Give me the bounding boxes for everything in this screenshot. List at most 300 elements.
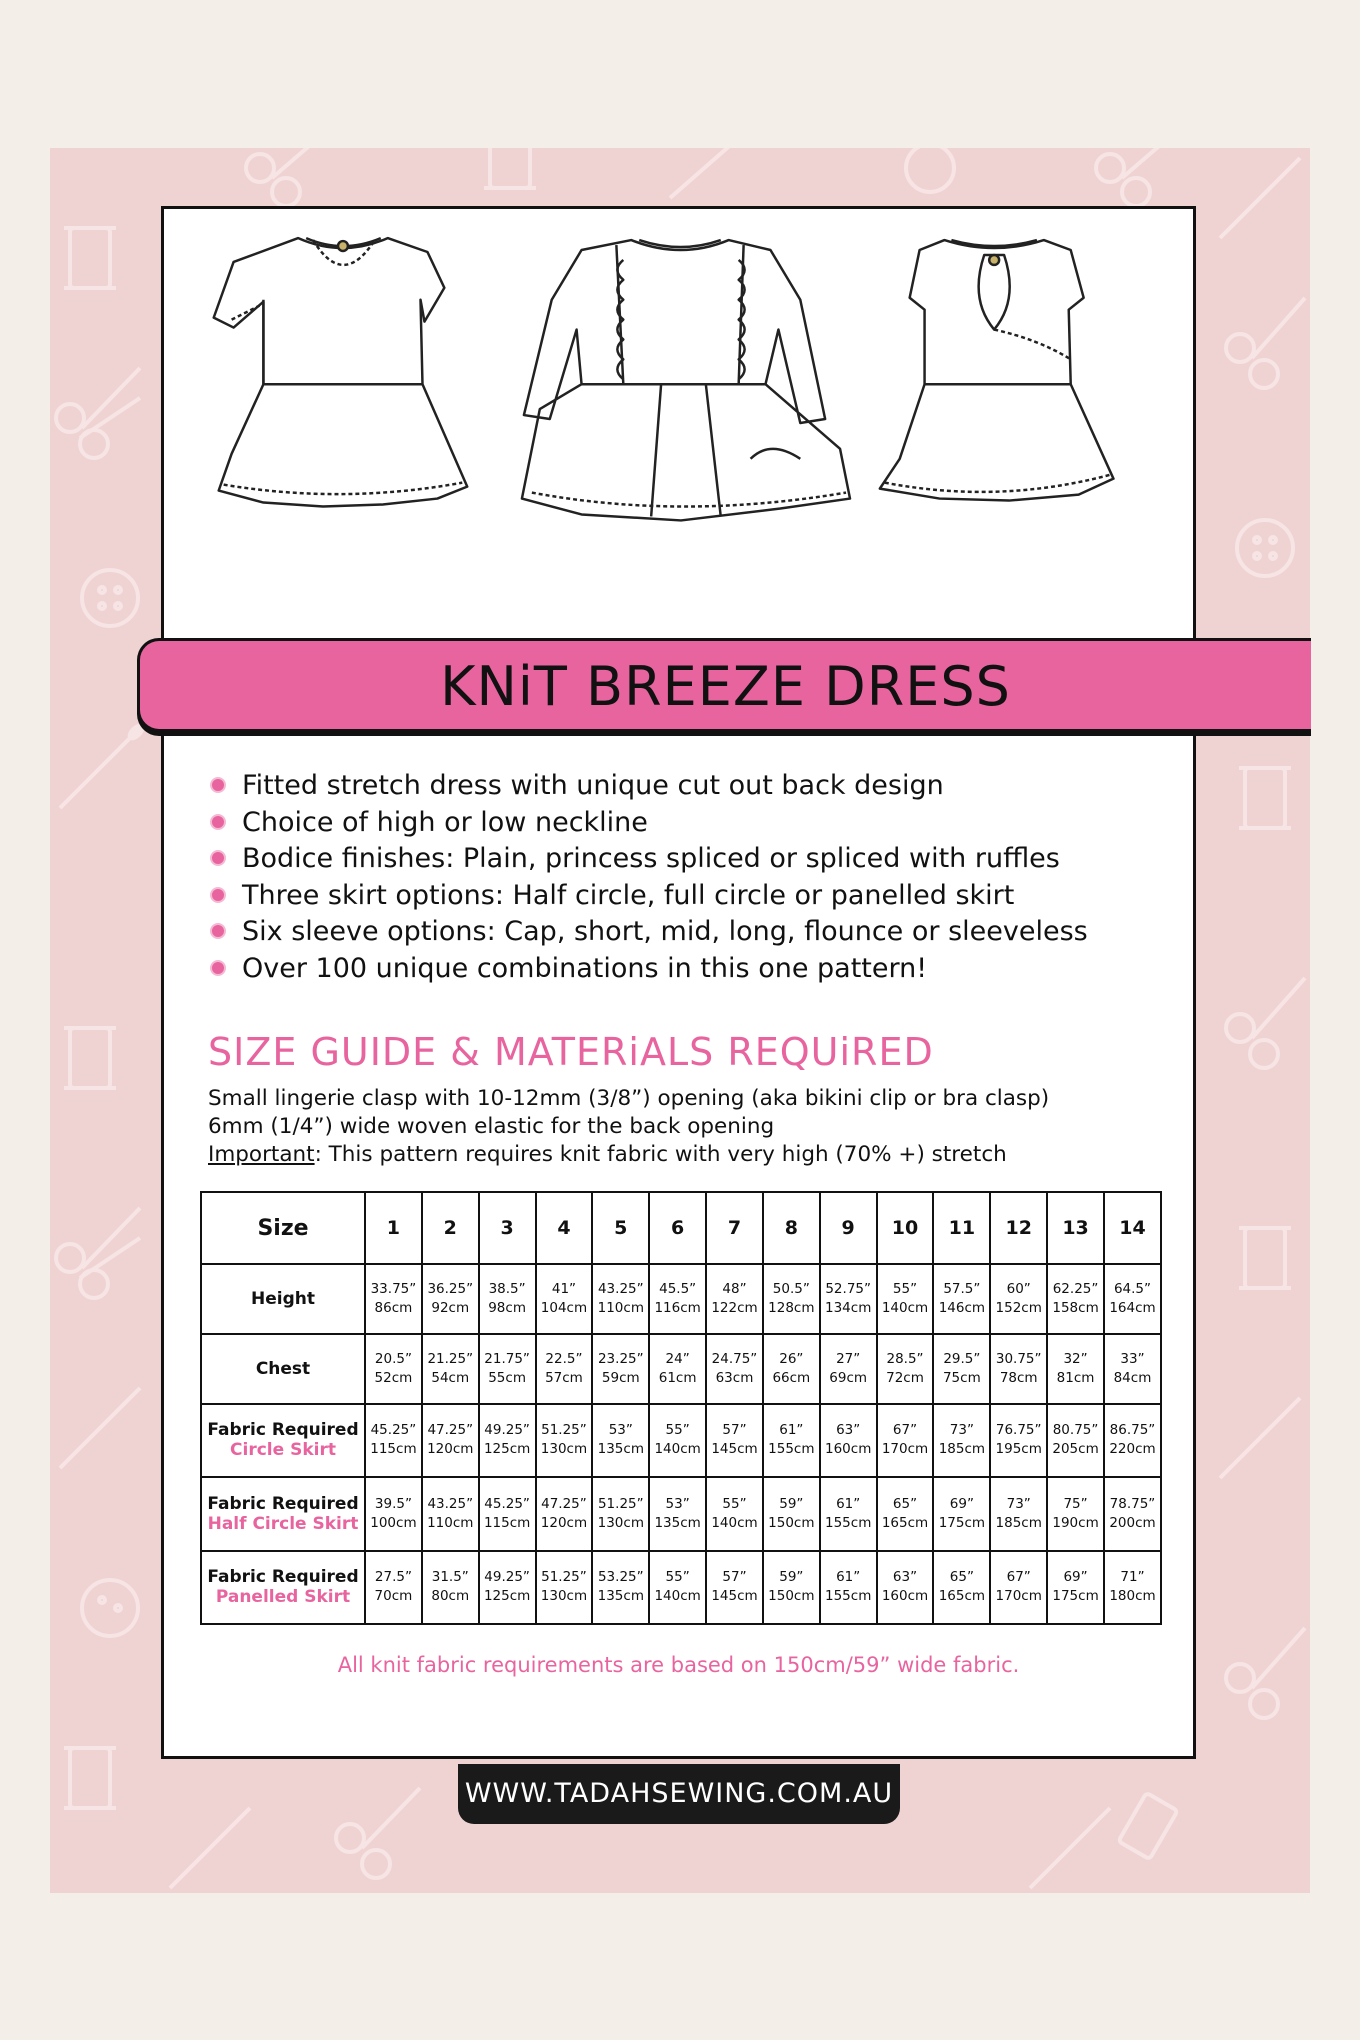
table-cell: [479, 1334, 536, 1404]
list-item: Fitted stretch dress with unique cut out back design: [208, 768, 1088, 805]
table-cell: [649, 1551, 706, 1624]
cell-inches: 28.5”: [886, 1350, 924, 1367]
cell-cm: 130cm: [540, 1441, 588, 1458]
cell-cm: 145cm: [711, 1441, 758, 1458]
cell-cm: 55cm: [488, 1369, 526, 1386]
table-cell: [1104, 1404, 1161, 1477]
cell-inches: 49.25”: [484, 1422, 530, 1439]
cell-cm: 160cm: [825, 1441, 872, 1458]
cell-inches: 38.5”: [488, 1280, 526, 1297]
table-row: [201, 1264, 1161, 1334]
cell-inches: 50.5”: [772, 1280, 810, 1297]
table-cell: [990, 1551, 1047, 1624]
table-cell: [706, 1477, 763, 1550]
cell-cm: 175cm: [1052, 1588, 1099, 1605]
row-label-text: Fabric Required: [207, 1420, 359, 1441]
cell-inches: 60”: [1006, 1280, 1031, 1297]
row-label: [201, 1334, 365, 1404]
cell-cm: 115cm: [370, 1441, 417, 1458]
table-cell: [365, 1334, 422, 1404]
cell-cm: 100cm: [370, 1514, 417, 1531]
cell-cm: 52cm: [374, 1369, 413, 1386]
cell-cm: 128cm: [768, 1299, 815, 1316]
table-cell: [1104, 1551, 1161, 1624]
table-cell: [422, 1477, 479, 1550]
table-cell: [820, 1404, 877, 1477]
cell-cm: 175cm: [938, 1514, 986, 1531]
size-column-header: 3: [479, 1192, 536, 1264]
needle-icon: [60, 724, 144, 808]
table-cell: [933, 1404, 990, 1477]
cell-cm: 220cm: [1109, 1441, 1156, 1458]
cell-inches: 43.25”: [427, 1495, 474, 1512]
button-icon: [82, 1580, 138, 1636]
table-cell: [649, 1404, 706, 1477]
button-bullet-icon: [210, 777, 226, 793]
cell-inches: 61”: [836, 1495, 861, 1512]
cell-cm: 80cm: [431, 1588, 470, 1605]
needle-icon: [60, 1388, 140, 1468]
cell-inches: 55”: [892, 1280, 918, 1297]
table-cell: [649, 1264, 706, 1334]
cell-cm: 54cm: [431, 1369, 470, 1386]
fabric-note: All knit fabric requirements are based on 150cm/59” wide fabric.: [337, 1653, 1020, 1677]
table-cell: [990, 1264, 1047, 1334]
cell-cm: 81cm: [1056, 1369, 1095, 1386]
cell-cm: 158cm: [1052, 1299, 1099, 1316]
cell-cm: 72cm: [886, 1369, 924, 1386]
table-cell: [706, 1264, 763, 1334]
cell-cm: 140cm: [881, 1299, 929, 1316]
table-cell: [592, 1551, 649, 1624]
table-cell: [1104, 1264, 1161, 1334]
size-header: Size: [201, 1192, 365, 1264]
table-cell: [877, 1334, 934, 1404]
needle-icon: [1220, 158, 1300, 238]
cell-cm: 164cm: [1109, 1299, 1156, 1316]
cell-inches: 53”: [665, 1495, 690, 1512]
cell-inches: 27.5”: [374, 1569, 412, 1586]
cell-inches: 55”: [665, 1422, 690, 1439]
table-cell: [479, 1477, 536, 1550]
website-banner: [458, 1764, 900, 1824]
needle-icon: [1030, 1808, 1110, 1888]
table-cell: [536, 1551, 593, 1624]
size-column-header: 14: [1104, 1192, 1161, 1264]
table-cell: [365, 1477, 422, 1550]
cell-cm: 152cm: [995, 1299, 1042, 1316]
table-cell: [933, 1551, 990, 1624]
row-label: [201, 1477, 365, 1550]
cell-cm: 120cm: [427, 1441, 474, 1458]
cell-inches: 48”: [722, 1280, 747, 1297]
cell-cm: 78cm: [999, 1369, 1038, 1386]
important-label: Important: [208, 1142, 315, 1167]
page-title: KNiT BREEZE DRESS: [440, 655, 1011, 718]
cell-inches: 76.75”: [995, 1422, 1042, 1439]
important-text: : This pattern requires knit fabric with very high (70% +) stretch: [314, 1142, 1007, 1167]
cell-inches: 69”: [1063, 1569, 1088, 1586]
table-row: [201, 1404, 1161, 1477]
cell-inches: 55”: [665, 1569, 690, 1586]
materials-line: 6mm (1/4”) wide woven elastic for the back opening: [208, 1114, 775, 1139]
table-header-row: [201, 1192, 1161, 1264]
cell-inches: 45.25”: [484, 1495, 530, 1512]
cell-inches: 51.25”: [541, 1569, 587, 1586]
list-item: Three skirt options: Half circle, full circle or panelled skirt: [208, 878, 1088, 915]
cell-inches: 55”: [722, 1495, 747, 1512]
needle-icon: [170, 1808, 250, 1888]
spool-icon: [64, 1748, 116, 1808]
table-cell: [1047, 1477, 1104, 1550]
cell-cm: 92cm: [431, 1299, 470, 1316]
table-cell: [592, 1477, 649, 1550]
size-column-header: 10: [877, 1192, 934, 1264]
table-cell: [706, 1334, 763, 1404]
table-cell: [706, 1404, 763, 1477]
table-cell: [422, 1551, 479, 1624]
table-cell: [877, 1551, 934, 1624]
cell-inches: 33.75”: [370, 1280, 417, 1297]
table-cell: [536, 1477, 593, 1550]
cell-inches: 24”: [665, 1350, 690, 1367]
cell-inches: 26”: [779, 1350, 804, 1367]
dress-front-illustration: [214, 238, 468, 506]
cell-cm: 122cm: [711, 1299, 758, 1316]
cell-cm: 145cm: [711, 1588, 758, 1605]
cell-inches: 61”: [779, 1422, 804, 1439]
scissors-icon: [1096, 148, 1180, 206]
cell-inches: 65”: [949, 1569, 974, 1586]
cell-inches: 47.25”: [427, 1422, 474, 1439]
website-url[interactable]: WWW.TADAHSEWING.COM.AU: [464, 1778, 894, 1809]
scissors-icon: [336, 1788, 420, 1878]
cell-inches: 47.25”: [541, 1495, 587, 1512]
cell-inches: 31.5”: [431, 1569, 469, 1586]
table-cell: [706, 1551, 763, 1624]
cell-cm: 86cm: [374, 1299, 413, 1316]
scissors-icon: [1226, 978, 1305, 1068]
cell-cm: 130cm: [597, 1514, 644, 1531]
cell-cm: 195cm: [995, 1441, 1042, 1458]
cell-inches: 69”: [949, 1495, 974, 1512]
cell-inches: 20.5”: [374, 1350, 412, 1367]
cell-inches: 21.75”: [484, 1350, 530, 1367]
cell-inches: 61”: [836, 1569, 861, 1586]
size-column-header: 11: [933, 1192, 990, 1264]
cell-cm: 135cm: [597, 1441, 644, 1458]
table-cell: [933, 1477, 990, 1550]
cell-cm: 155cm: [825, 1514, 872, 1531]
dress-illustrations: [164, 209, 1193, 639]
table-row: [201, 1477, 1161, 1550]
cell-inches: 75”: [1063, 1495, 1088, 1512]
cell-cm: 59cm: [601, 1369, 640, 1386]
cell-cm: 66cm: [772, 1369, 811, 1386]
cell-inches: 63”: [836, 1422, 861, 1439]
cell-inches: 59”: [779, 1569, 804, 1586]
needle-icon: [1220, 1398, 1300, 1478]
table-cell: [933, 1264, 990, 1334]
table-cell: [820, 1334, 877, 1404]
title-banner: [137, 638, 1311, 732]
cell-cm: 150cm: [768, 1514, 815, 1531]
row-sublabel: Half Circle Skirt: [207, 1513, 359, 1534]
cell-inches: 24.75”: [711, 1350, 758, 1367]
cell-cm: 155cm: [825, 1588, 872, 1605]
table-row: [201, 1551, 1161, 1624]
cell-cm: 170cm: [881, 1441, 929, 1458]
button-bullet-icon: [210, 850, 226, 866]
table-cell: [820, 1477, 877, 1550]
cell-cm: 190cm: [1052, 1514, 1099, 1531]
size-table: [200, 1191, 1162, 1625]
materials-text: [208, 1085, 1049, 1169]
cell-cm: 120cm: [540, 1514, 588, 1531]
cell-cm: 140cm: [711, 1514, 758, 1531]
scissors-icon: [56, 368, 140, 458]
size-column-header: 2: [422, 1192, 479, 1264]
button-bullet-icon: [210, 814, 226, 830]
table-cell: [479, 1264, 536, 1334]
cell-inches: 49.25”: [484, 1569, 530, 1586]
spool-icon: [484, 148, 536, 188]
table-cell: [990, 1477, 1047, 1550]
spool-icon: [64, 1028, 116, 1088]
cell-inches: 32”: [1063, 1350, 1088, 1367]
size-column-header: 12: [990, 1192, 1047, 1264]
cell-cm: 165cm: [938, 1588, 986, 1605]
cell-inches: 78.75”: [1109, 1495, 1156, 1512]
cell-inches: 65”: [892, 1495, 918, 1512]
table-cell: [877, 1477, 934, 1550]
size-column-header: 7: [706, 1192, 763, 1264]
cell-inches: 45.25”: [370, 1422, 417, 1439]
cell-inches: 30.75”: [995, 1350, 1042, 1367]
table-cell: [763, 1551, 820, 1624]
row-label-text: Fabric Required: [207, 1493, 359, 1514]
table-cell: [1047, 1334, 1104, 1404]
cell-cm: 116cm: [654, 1299, 701, 1316]
table-cell: [1047, 1551, 1104, 1624]
button-icon: [82, 570, 138, 626]
table-cell: [763, 1404, 820, 1477]
cell-inches: 33”: [1120, 1350, 1145, 1367]
cell-inches: 86.75”: [1109, 1422, 1156, 1439]
materials-line: [208, 1141, 1049, 1169]
table-cell: [365, 1404, 422, 1477]
cell-inches: 51.25”: [541, 1422, 587, 1439]
scissors-icon: [1226, 298, 1305, 388]
table-cell: [536, 1334, 593, 1404]
table-cell: [763, 1334, 820, 1404]
cell-inches: 52.75”: [825, 1280, 871, 1297]
button-icon: [906, 148, 954, 192]
cell-cm: 61cm: [658, 1369, 697, 1386]
cell-inches: 67”: [892, 1422, 918, 1439]
size-column-header: 5: [592, 1192, 649, 1264]
table-cell: [422, 1404, 479, 1477]
cell-cm: 70cm: [374, 1588, 413, 1605]
table-cell: [649, 1477, 706, 1550]
table-cell: [1047, 1404, 1104, 1477]
cell-cm: 84cm: [1113, 1369, 1152, 1386]
cell-cm: 140cm: [654, 1441, 701, 1458]
table-cell: [877, 1264, 934, 1334]
cell-cm: 69cm: [829, 1369, 868, 1386]
cell-cm: 146cm: [938, 1299, 986, 1316]
cell-cm: 104cm: [540, 1299, 588, 1316]
cell-cm: 185cm: [938, 1441, 986, 1458]
materials-line: Small lingerie clasp with 10-12mm (3/8”) opening (aka bikini clip or bra clasp): [208, 1086, 1050, 1111]
cell-cm: 134cm: [825, 1299, 872, 1316]
table-cell: [479, 1551, 536, 1624]
row-label: [201, 1264, 365, 1334]
button-bullet-icon: [210, 960, 226, 976]
cell-inches: 51.25”: [597, 1495, 644, 1512]
cell-inches: 64.5”: [1113, 1280, 1152, 1297]
cell-inches: 71”: [1120, 1569, 1145, 1586]
table-cell: [592, 1404, 649, 1477]
cell-cm: 165cm: [881, 1514, 929, 1531]
size-column-header: 1: [365, 1192, 422, 1264]
scissors-icon: [56, 1208, 140, 1298]
cell-cm: 125cm: [483, 1441, 531, 1458]
list-item: Over 100 unique combinations in this one pattern!: [208, 951, 1088, 988]
table-cell: [933, 1334, 990, 1404]
cell-inches: 57”: [722, 1422, 747, 1439]
table-cell: [649, 1334, 706, 1404]
button-icon: [1237, 520, 1293, 576]
size-column-header: 13: [1047, 1192, 1104, 1264]
table-cell: [365, 1551, 422, 1624]
button-bullet-icon: [210, 923, 226, 939]
cell-inches: 41”: [551, 1280, 577, 1297]
cell-inches: 53”: [608, 1422, 633, 1439]
scissors-icon: [246, 148, 330, 206]
table-cell: [990, 1334, 1047, 1404]
cell-inches: 73”: [949, 1422, 974, 1439]
cell-cm: 115cm: [483, 1514, 531, 1531]
table-row: [201, 1334, 1161, 1404]
cell-cm: 180cm: [1109, 1588, 1156, 1605]
table-cell: [536, 1264, 593, 1334]
cell-inches: 80.75”: [1052, 1422, 1099, 1439]
size-column-header: 8: [763, 1192, 820, 1264]
row-sublabel: Panelled Skirt: [215, 1587, 351, 1608]
table-cell: [365, 1264, 422, 1334]
dress-ruffle-illustration: [522, 240, 850, 520]
cell-cm: 135cm: [654, 1514, 701, 1531]
cell-cm: 200cm: [1109, 1514, 1156, 1531]
spool-icon: [64, 228, 116, 288]
cell-inches: 21.25”: [427, 1350, 474, 1367]
cell-cm: 160cm: [881, 1588, 929, 1605]
table-cell: [820, 1264, 877, 1334]
cell-inches: 29.5”: [943, 1350, 981, 1367]
cell-inches: 62.25”: [1052, 1280, 1099, 1297]
cell-cm: 75cm: [942, 1369, 981, 1386]
cell-cm: 98cm: [488, 1299, 526, 1316]
cell-inches: 59”: [779, 1495, 804, 1512]
spool-icon: [1118, 1793, 1177, 1859]
table-cell: [877, 1404, 934, 1477]
cell-inches: 45.5”: [659, 1280, 697, 1297]
size-column-header: 6: [649, 1192, 706, 1264]
cell-cm: 205cm: [1052, 1441, 1099, 1458]
row-label-text: Height: [251, 1288, 315, 1309]
cell-inches: 36.25”: [427, 1280, 474, 1297]
cell-inches: 73”: [1006, 1495, 1031, 1512]
table-cell: [422, 1334, 479, 1404]
cell-cm: 170cm: [995, 1588, 1042, 1605]
cell-inches: 39.5”: [374, 1495, 412, 1512]
size-column-header: 9: [820, 1192, 877, 1264]
list-item: Choice of high or low neckline: [208, 805, 1088, 842]
cell-cm: 155cm: [768, 1441, 815, 1458]
cell-cm: 185cm: [995, 1514, 1042, 1531]
row-label-text: Chest: [255, 1358, 311, 1379]
row-label: [201, 1551, 365, 1624]
row-sublabel: Circle Skirt: [230, 1440, 336, 1461]
list-item: Six sleeve options: Cap, short, mid, long, flounce or sleeveless: [208, 914, 1088, 951]
cell-cm: 125cm: [483, 1588, 531, 1605]
cell-inches: 43.25”: [597, 1280, 644, 1297]
cell-inches: 27”: [836, 1350, 861, 1367]
pattern-card: [161, 206, 1196, 1759]
table-cell: [422, 1264, 479, 1334]
spool-icon: [1239, 1228, 1291, 1288]
cell-inches: 57”: [722, 1569, 747, 1586]
cell-inches: 22.5”: [545, 1350, 583, 1367]
feature-list: [208, 768, 1088, 987]
row-label: [201, 1404, 365, 1477]
list-item: Bodice finishes: Plain, princess spliced or spliced with ruffles: [208, 841, 1088, 878]
dress-back-illustration: [880, 240, 1114, 500]
size-column-header: 4: [536, 1192, 593, 1264]
cell-cm: 150cm: [768, 1588, 815, 1605]
table-cell: [763, 1477, 820, 1550]
table-cell: [592, 1334, 649, 1404]
size-table-body: [201, 1264, 1161, 1624]
table-cell: [763, 1264, 820, 1334]
cell-cm: 130cm: [540, 1588, 588, 1605]
cell-inches: 63”: [892, 1569, 918, 1586]
spool-icon: [1239, 768, 1291, 828]
section-title: SIZE GUIDE & MATERiALS REQUiRED: [208, 1030, 934, 1074]
cell-inches: 23.25”: [597, 1350, 644, 1367]
table-cell: [1104, 1334, 1161, 1404]
table-cell: [1104, 1477, 1161, 1550]
cell-cm: 110cm: [597, 1299, 644, 1316]
cell-cm: 110cm: [427, 1514, 474, 1531]
cell-inches: 67”: [1006, 1569, 1031, 1586]
table-cell: [536, 1404, 593, 1477]
cell-cm: 140cm: [654, 1588, 701, 1605]
table-cell: [1047, 1264, 1104, 1334]
cell-cm: 135cm: [597, 1588, 644, 1605]
scissors-icon: [1226, 1628, 1305, 1718]
button-bullet-icon: [210, 887, 226, 903]
table-cell: [990, 1404, 1047, 1477]
cell-cm: 63cm: [715, 1369, 754, 1386]
table-cell: [592, 1264, 649, 1334]
row-label-text: Fabric Required: [207, 1567, 359, 1588]
table-cell: [479, 1404, 536, 1477]
cell-inches: 53.25”: [597, 1569, 644, 1586]
cell-cm: 57cm: [545, 1369, 583, 1386]
cell-inches: 57.5”: [943, 1280, 981, 1297]
